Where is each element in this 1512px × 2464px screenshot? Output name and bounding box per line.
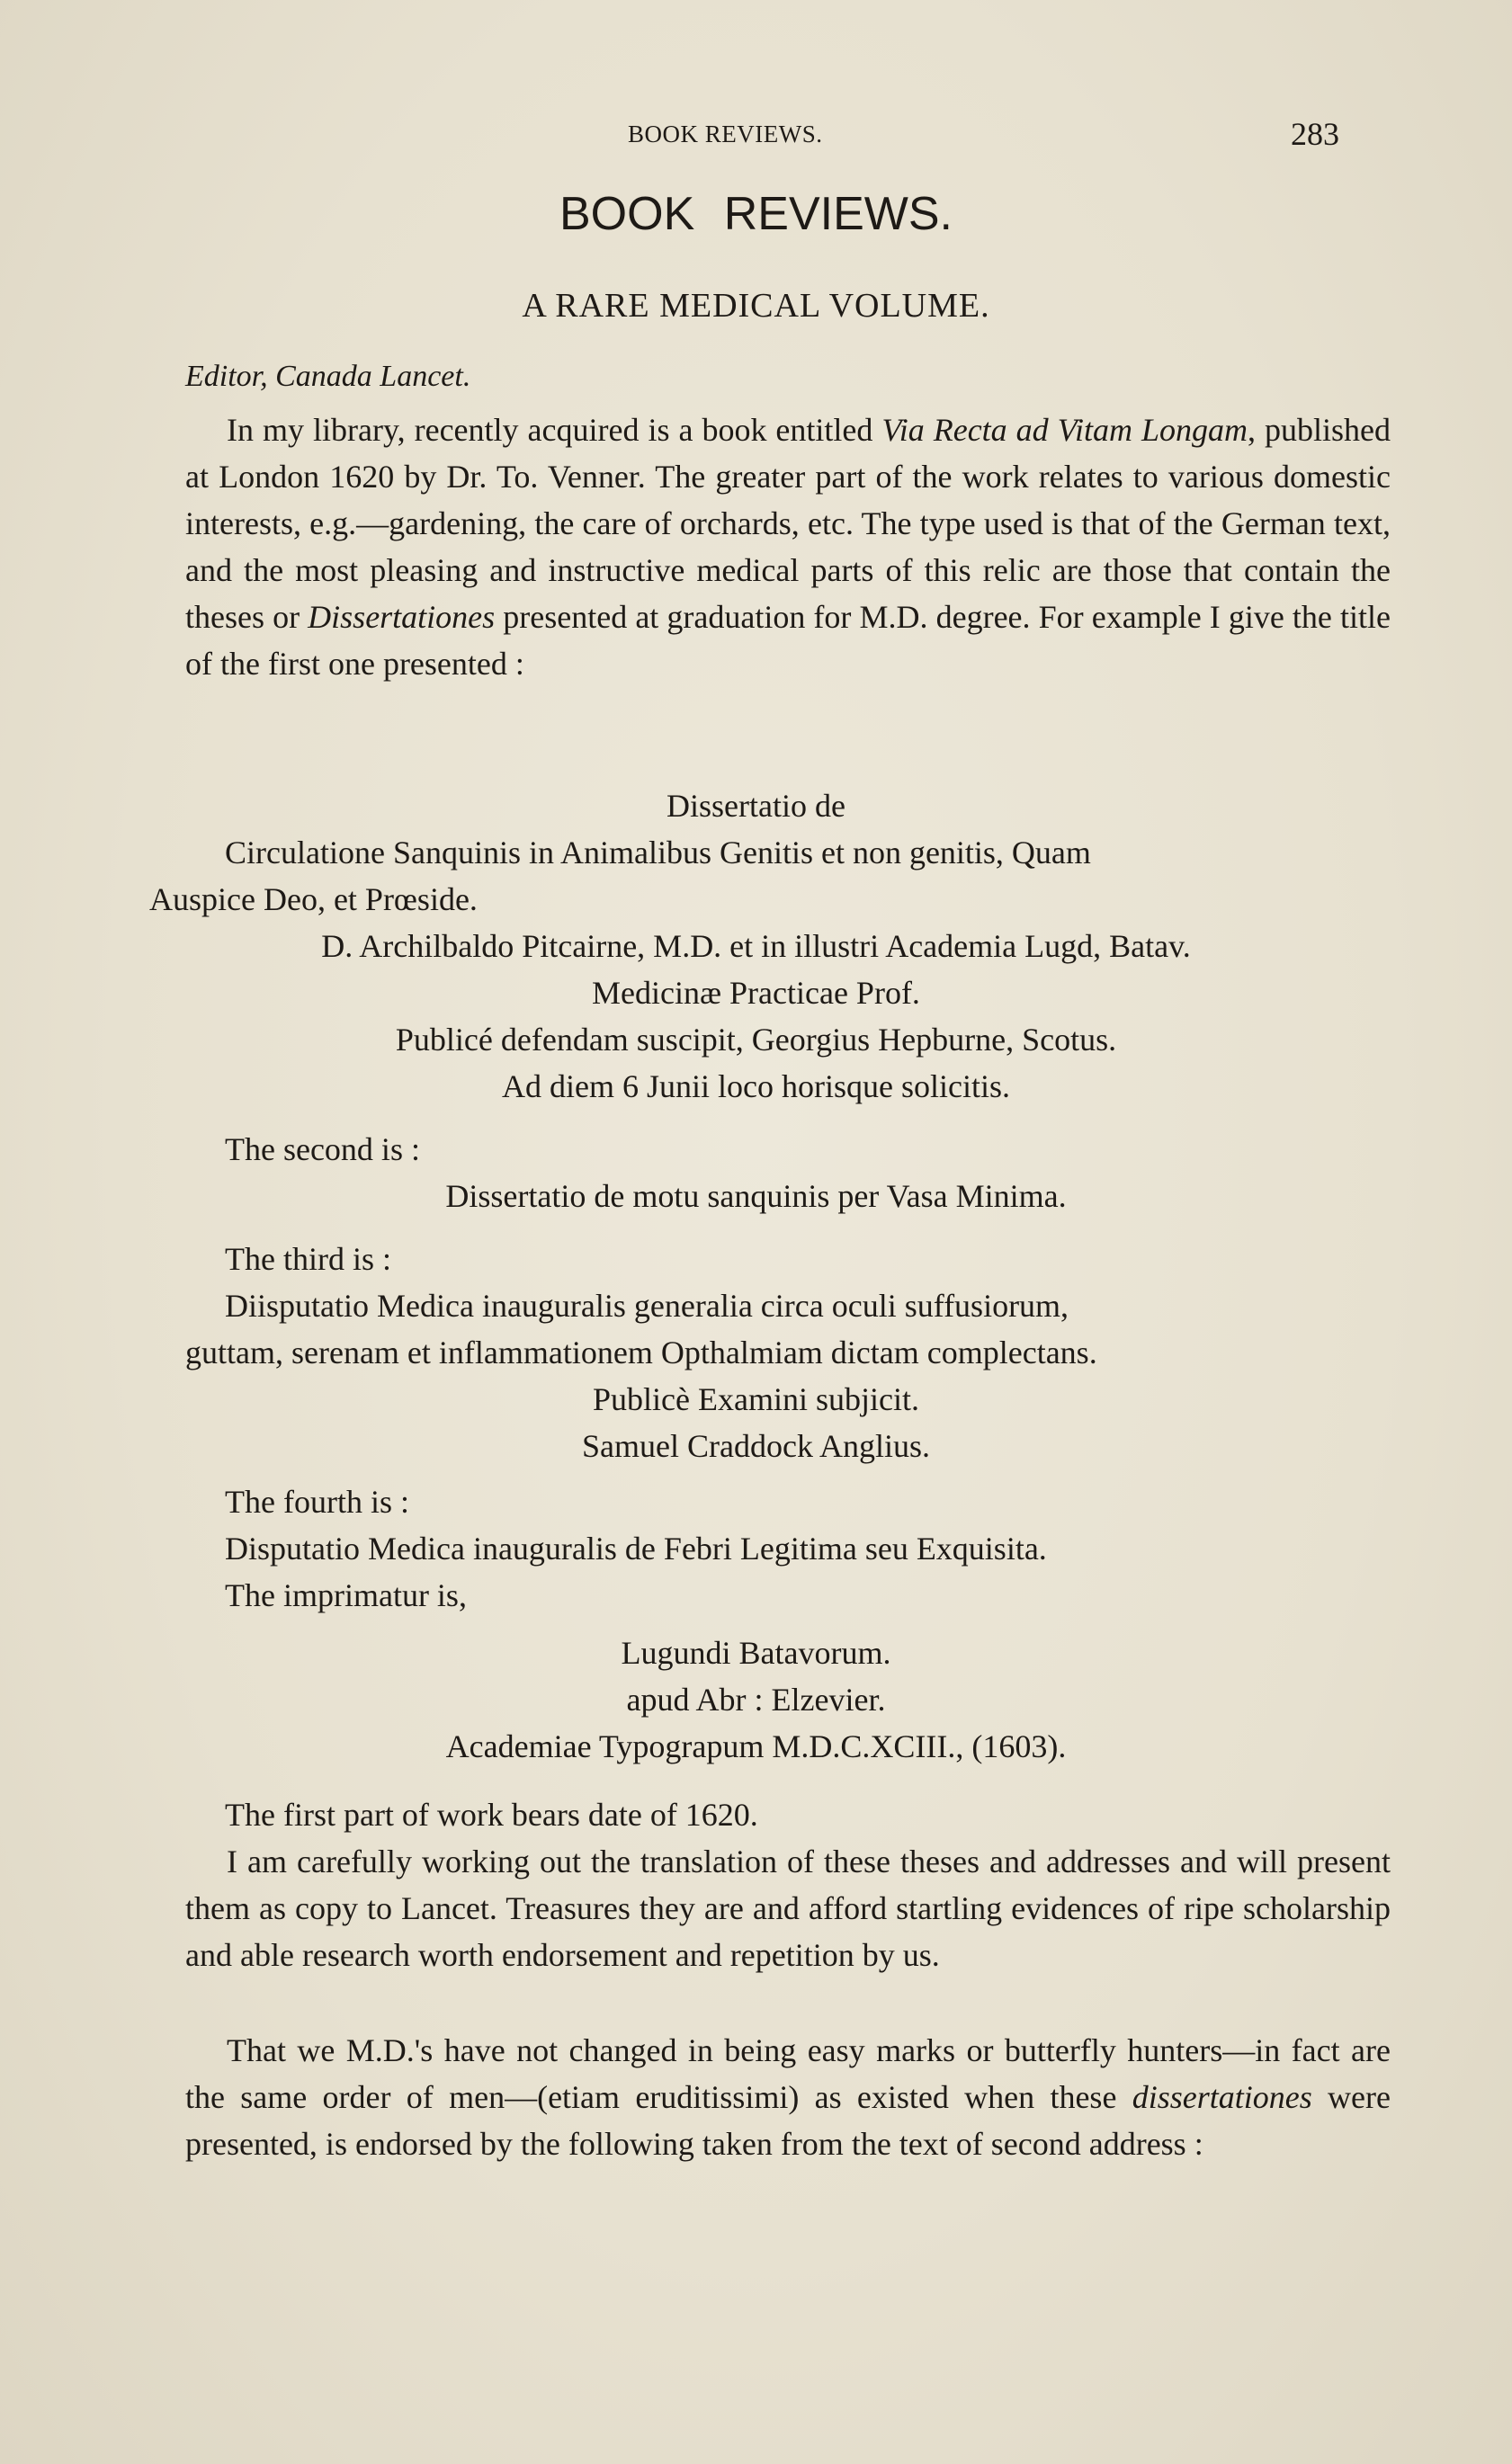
second-intro: The second is : — [225, 1131, 420, 1167]
third-line4: Samuel Craddock Anglius. — [582, 1428, 930, 1464]
third-line1: Diisputatio Medica inauguralis generalia circa oculi suffusiorum, — [225, 1288, 1069, 1324]
closing-paragraph2-text: I am carefully working out the translation of these theses and addresses and will present them as copy to Lancet. Treasures they are and afford startling evidences of ripe scholarship and able research worth endorsement and repetition by us. — [185, 1844, 1391, 1973]
page-number: 283 — [1291, 116, 1339, 152]
dissertation1-line4: D. Archilbaldo Pitcairne, M.D. et in illustri Academia Lugd, Batav. — [321, 928, 1191, 964]
imprimatur-line3: Academiae Typograpum M.D.C.XCIII., (1603). — [445, 1728, 1067, 1764]
dissertation1-line6: Publicé defendam suscipit, Georgius Hepburne, Scotus. — [395, 1022, 1117, 1058]
imprimatur-line2: apud Abr : Elzevier. — [626, 1682, 886, 1718]
closing-paragraph3-text-2: were presented, is endorsed by the following taken from the text of second address : — [185, 2079, 1391, 2162]
term-dissertationes-lower: dissertationes — [1132, 2079, 1312, 2115]
dissertation1-line3: Auspice Deo, et Prœside. — [149, 881, 478, 917]
dissertation1-line7: Ad diem 6 Junii loco horisque solicitis. — [502, 1068, 1010, 1104]
closing-line1: The first part of work bears date of 1620. — [225, 1797, 758, 1833]
paragraph-intro-text-2: , published at London 1620 by Dr. To. Venner. The greater part of the work relates to various domestic interests, e.g.—gardening, the care of orchards, etc. The type used is that of the German text, and the most pleasing and instructive medical parts of this relic are those that contain the theses or — [185, 412, 1391, 635]
paragraph-intro-text-1: In my library, recently acquired is a book entitled — [227, 412, 882, 448]
section-title: BOOK REVIEWS. — [559, 188, 953, 240]
salutation: Editor, Canada Lancet. — [185, 360, 471, 393]
article-title: A RARE MEDICAL VOLUME. — [522, 287, 990, 325]
dissertation1-line1: Dissertatio de — [667, 788, 845, 824]
third-line3: Publicè Examini subjicit. — [593, 1381, 919, 1417]
paragraph-intro-text-3: presented at graduation for M.D. degree. For example I give the title of the first one presented : — [185, 599, 1391, 682]
running-head — [0, 115, 1512, 155]
closing-paragraph2 — [185, 1838, 1391, 1978]
closing-paragraph3 — [185, 2027, 1391, 2167]
third-intro: The third is : — [225, 1241, 391, 1277]
second-text: Dissertatio de motu sanquinis per Vasa Minima. — [445, 1178, 1067, 1214]
running-head-title: BOOK REVIEWS. — [628, 121, 823, 147]
term-dissertationes: Dissertationes — [308, 599, 496, 635]
fourth-text: Disputatio Medica inauguralis de Febri Legitima seu Exquisita. — [225, 1531, 1047, 1567]
dissertation1-line5: Medicinæ Practicae Prof. — [592, 975, 920, 1011]
book-title: Via Recta ad Vitam Longam — [881, 412, 1248, 448]
paragraph-intro — [185, 406, 1391, 687]
imprimatur-intro: The imprimatur is, — [225, 1577, 467, 1613]
imprimatur-line1: Lugundi Batavorum. — [621, 1635, 891, 1671]
dissertation1-line2: Circulatione Sanquinis in Animalibus Genitis et non genitis, Quam — [225, 835, 1091, 870]
third-line2: guttam, serenam et inflammationem Opthalmiam dictam complectans. — [185, 1335, 1097, 1370]
closing-paragraph3-text-1: That we M.D.'s have not changed in being easy marks or butterfly hunters—in fact are the same order of men—(etiam eruditissimi) as existed when these — [185, 2032, 1391, 2115]
fourth-intro: The fourth is : — [225, 1484, 409, 1520]
